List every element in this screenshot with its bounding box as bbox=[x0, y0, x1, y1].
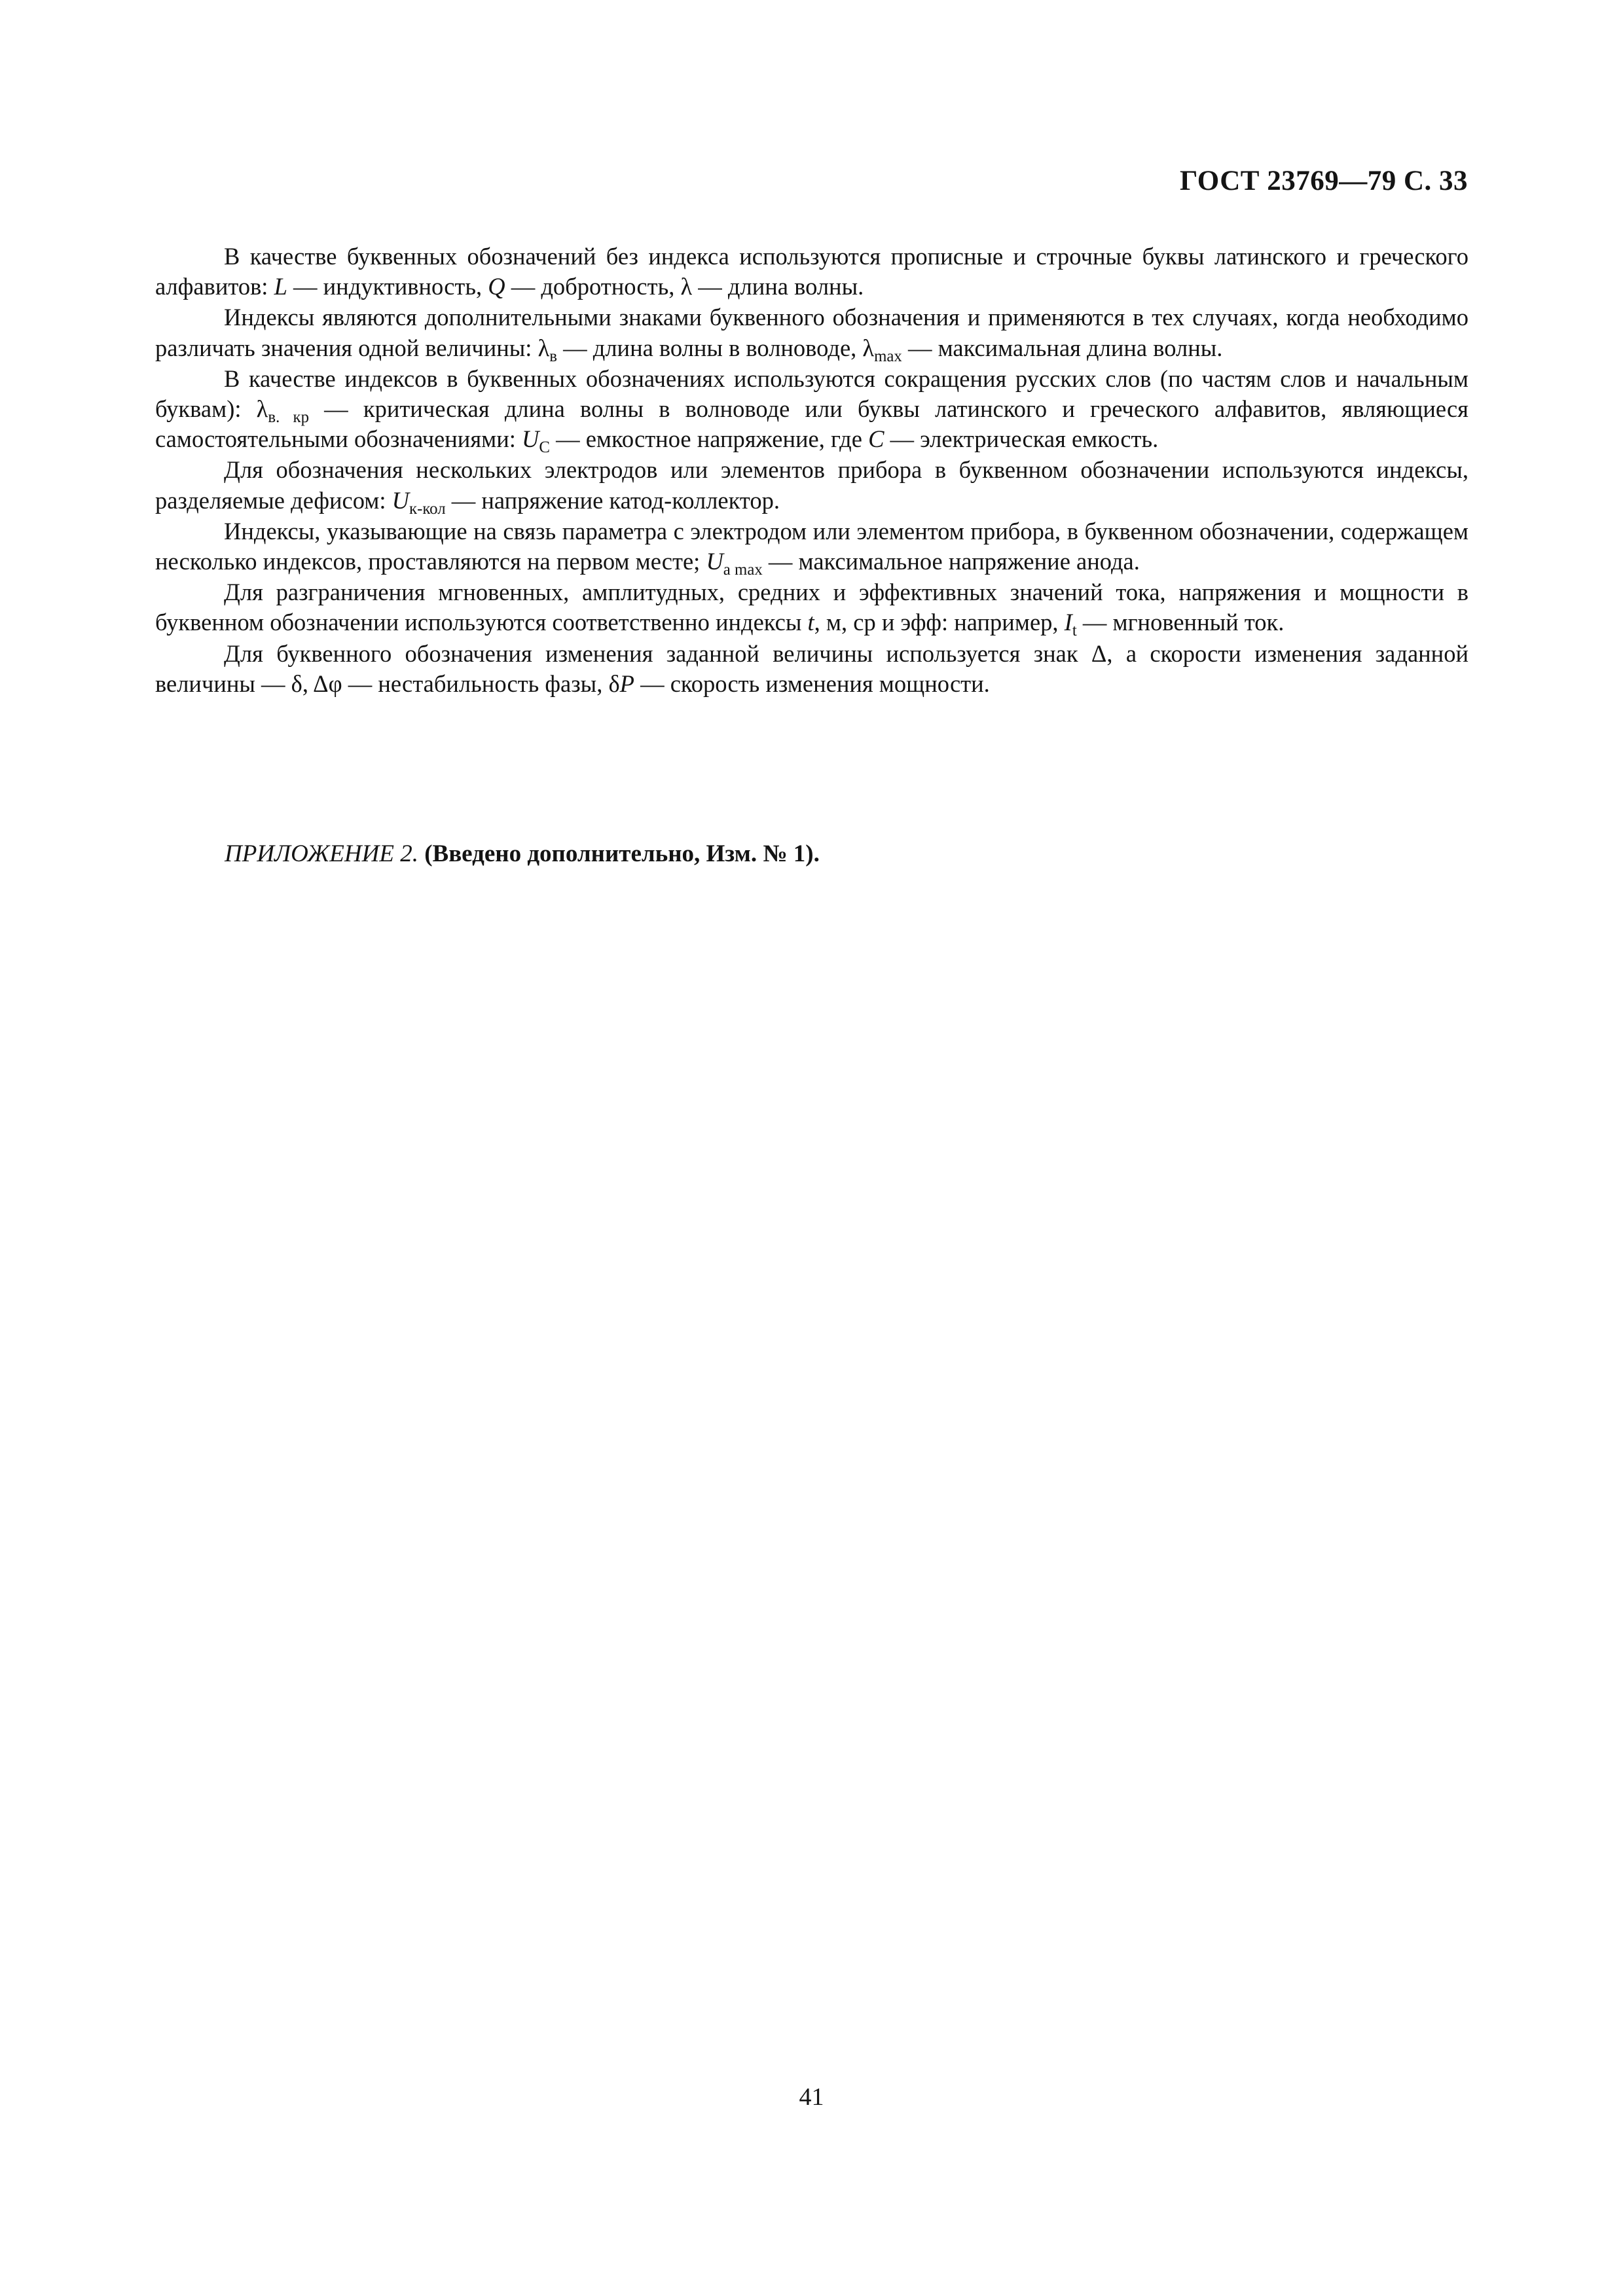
paragraph-4: Для обозначения нескольких электродов или элементов прибора в буквенном обозначении используются индексы, разделяемые дефисом: $U_{к-кол}$ — напряжение катод-коллектор. bbox=[155, 456, 1468, 518]
paragraph-7: Для буквенного обозначения изменения заданной величины используется знак Δ, а скорости изменения заданной величины — δ, Δφ — нестабильность фазы, δP — скорость изменения мощности. bbox=[155, 639, 1468, 697]
body-text bbox=[155, 242, 1468, 700]
paragraph-1: В качестве буквенных обозначений без индекса используются прописные и строчные буквы латинского и греческого алфавитов: L — индуктивность, Q — добротность, λ — длина волны. bbox=[155, 243, 1468, 300]
paragraph-6: Для разграничения мгновенных, амплитудных, средних и эффективных значений тока, напряжения и мощности в буквенном обозначении используются соответственно индексы t, м, ср и эфф: например, $I_t$ — мгновенный ток. bbox=[155, 579, 1468, 640]
appendix-note bbox=[225, 840, 820, 868]
paragraph-5: Индексы, указывающие на связь параметра с электродом или элементом прибора, в буквенном обозначении, содержащем несколько индексов, проставляются на первом месте; $U_{a max}$ — максимальное напряжение анода. bbox=[155, 517, 1468, 579]
appendix-label: ПРИЛОЖЕНИЕ 2. bbox=[225, 840, 418, 867]
page-header: ГОСТ 23769—79 С. 33 bbox=[1179, 166, 1468, 196]
paragraph-2: Индексы являются дополнительными знаками буквенного обозначения и применяются в тех случаях, когда необходимо различать значения одной величины: $\lambda_в$ — длина волны в волноводе, $\lambda_{max}$ — максимальная длина волны. bbox=[155, 304, 1468, 365]
page-number: 41 bbox=[799, 2083, 824, 2111]
paragraph-3: В качестве индексов в буквенных обозначениях используются сокращения русских слов (по частям слов и начальным буквам): $\lambda_{в. кр}$ — критическая длина волны в волноводе или буквы латинского и греческого алфавитов, являющиеся самостоятельными обозначениями: $U_C$ — емкостное напряжение, где C — электрическая емкость. bbox=[155, 365, 1468, 457]
amendment-note: (Введено дополнительно, Изм. № 1). bbox=[424, 840, 820, 867]
